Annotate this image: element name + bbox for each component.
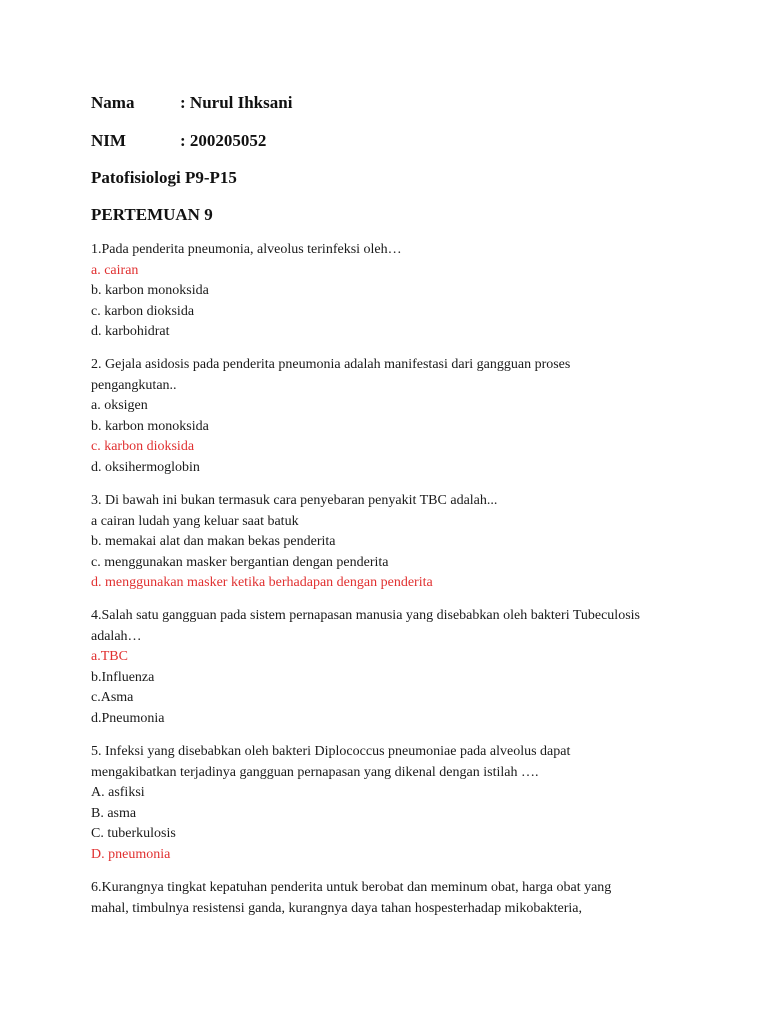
question-stem: 3. Di bawah ini bukan termasuk cara penyebaran penyakit TBC adalah... [91,493,498,508]
option-c: c. karbon dioksida [91,303,195,319]
option-a-correct: a. cairan [91,262,139,278]
option-b: b. karbon monoksida [91,283,209,298]
nim-value: : 200205052 [180,131,267,150]
question-4 [91,606,651,729]
option-b: b.Influenza [91,669,155,685]
option-d: d.Pneumonia [91,710,165,726]
question-stem: 5. Infeksi yang disebabkan oleh bakteri Diplococcus pneumoniae pada alveolus dapat mengakibatkan terjadinya gangguan pernapasan yang dikenal dengan istilah …. [91,744,571,780]
question-stem: 4.Salah satu gangguan pada sistem pernapasan manusia yang disebabkan oleh bakteri Tubeculosis adalah… [91,608,640,644]
option-b: b. memakai alat dan makan bekas penderita [91,534,336,549]
option-d-correct: d. menggunakan masker ketika berhadapan dengan penderita [91,575,433,590]
option-c: c.Asma [91,690,134,705]
question-stem: 1.Pada penderita pneumonia, alveolus terinfeksi oleh… [91,242,402,257]
section-title: PERTEMUAN 9 [91,205,213,224]
option-a-correct: a.TBC [91,649,128,664]
question-6 [91,878,651,919]
option-c: C. tuberkulosis [91,826,176,841]
name-row [91,93,293,113]
question-stem: 2. Gejala asidosis pada penderita pneumonia adalah manifestasi dari gangguan proses pengangkutan.. [91,357,571,393]
name-label: Nama [91,93,135,112]
course-title: Patofisiologi P9-P15 [91,168,237,187]
option-b: b. karbon monoksida [91,418,209,434]
option-b: B. asma [91,805,137,821]
question-2 [91,355,651,478]
option-d: d. karbohidrat [91,324,170,339]
question-1 [91,240,651,343]
option-a: A. asfiksi [91,785,145,800]
option-d: d. oksihermoglobin [91,459,200,475]
nim-label: NIM [91,131,126,150]
question-5 [91,742,651,865]
option-d-correct: D. pneumonia [91,846,171,862]
option-c-correct: c. karbon dioksida [91,439,195,454]
name-value: : Nurul Ihksani [180,93,293,112]
option-a: a. oksigen [91,398,148,413]
option-c: c. menggunakan masker bergantian dengan penderita [91,554,389,570]
option-a: a cairan ludah yang keluar saat batuk [91,513,299,529]
nim-row [91,131,267,151]
question-stem: 6.Kurangnya tingkat kepatuhan penderita untuk berobat dan meminum obat, harga obat yang mahal, timbulnya resistensi ganda, kurangnya daya tahan hospesterhadap mikobakteria, [91,880,612,916]
question-3 [91,491,651,594]
